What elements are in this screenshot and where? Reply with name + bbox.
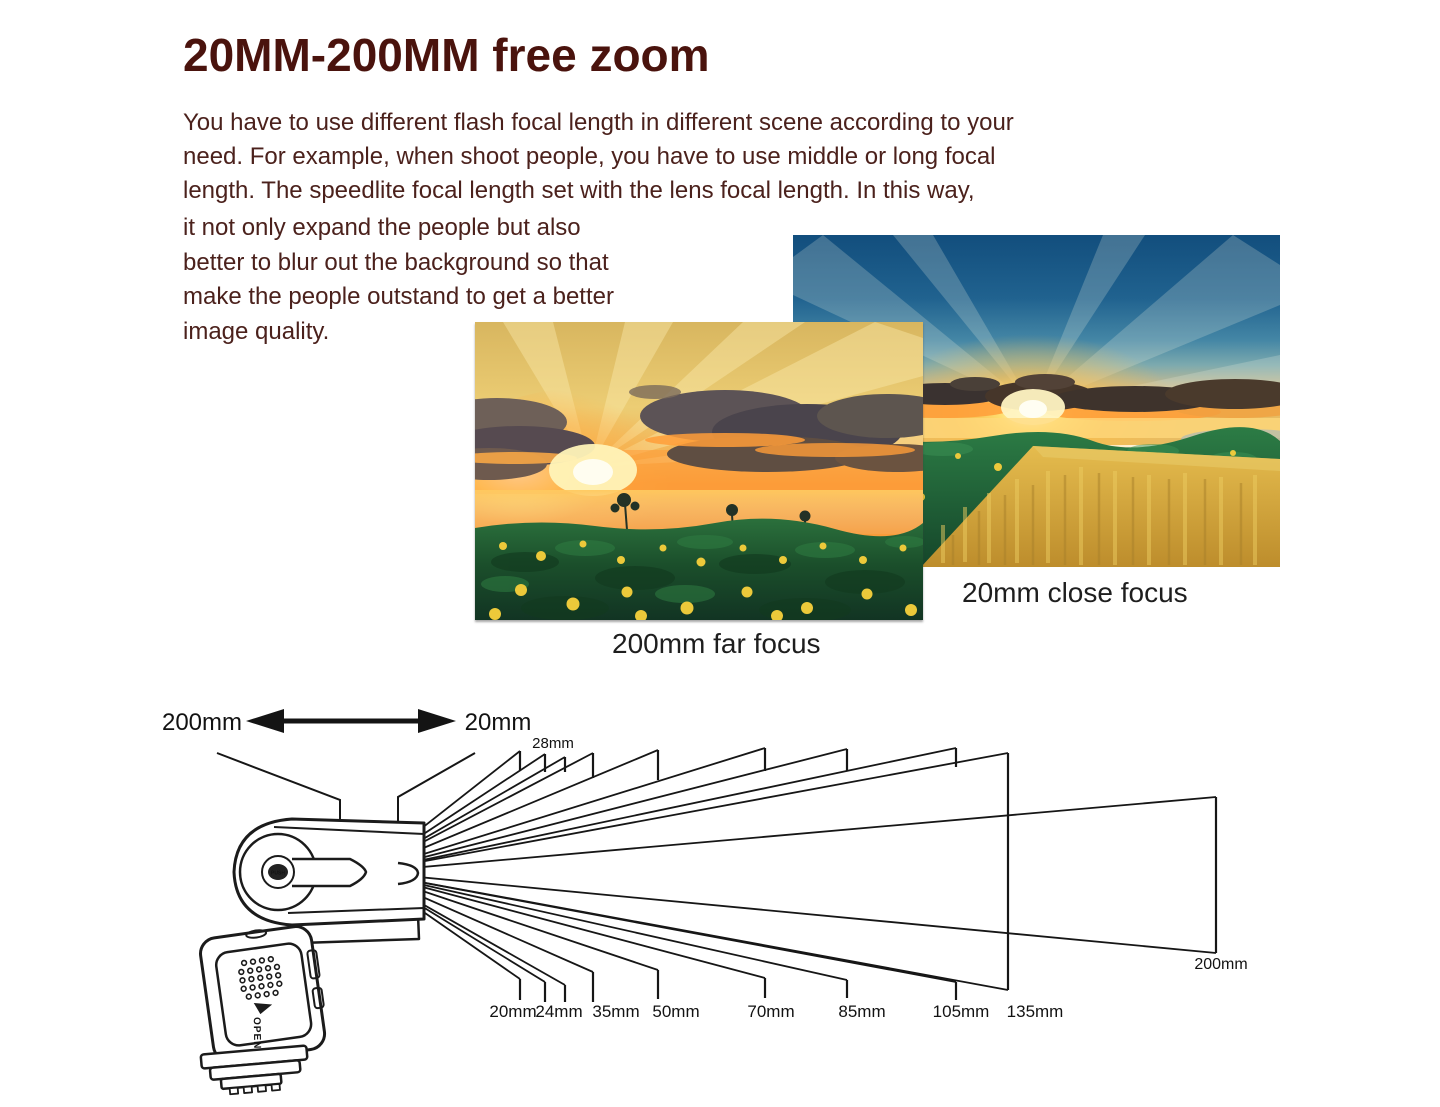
beam-cones [366, 748, 1216, 1002]
double-arrow [246, 709, 456, 733]
focal-length-label: 28mm [532, 735, 574, 752]
photo-200mm-far-focus [475, 322, 923, 620]
intro-line: You have to use different flash focal length in different scene according to your [183, 109, 1014, 136]
flash-push-label: PUSH [271, 870, 285, 877]
flash-foot [201, 1045, 310, 1096]
intro-line: need. For example, when shoot people, you have to use middle or long focal [183, 143, 996, 170]
cone-labels [489, 735, 1247, 1021]
flash-open-label: OPEN [250, 1016, 263, 1050]
beam-line [366, 872, 765, 978]
range-label-20mm: 20mm [464, 709, 532, 736]
focal-length-label: 200mm [1194, 956, 1248, 973]
intro-line: better to blur out the background so that [183, 248, 609, 276]
focal-length-label: 50mm [652, 1002, 700, 1021]
beam-line [366, 753, 1008, 872]
caption-200mm-far-focus: 200mm far focus [612, 628, 821, 659]
focal-length-label: 85mm [838, 1002, 886, 1021]
sunset-tele-photo-art [475, 322, 923, 620]
beam-line [366, 872, 847, 980]
focal-length-label: 35mm [592, 1002, 640, 1021]
speedlite-flash-drawing [198, 819, 424, 1097]
flash-head [234, 819, 424, 925]
beam-line [366, 749, 847, 872]
focal-length-label: 20mm [489, 1002, 537, 1021]
focal-length-label: 135mm [1006, 1002, 1064, 1021]
caption-20mm-close-focus: 20mm close focus [962, 577, 1188, 608]
range-label-200mm: 200mm [161, 709, 243, 736]
intro-line: it not only expand the people but also [183, 214, 581, 241]
intro-line: make the people outstand to get a better [183, 283, 614, 310]
focal-length-label: 105mm [932, 1002, 990, 1021]
beam-line [366, 872, 1216, 953]
beam-line [366, 748, 956, 872]
page-title: 20MM-200MM free zoom [183, 29, 710, 81]
focal-length-label: 70mm [747, 1002, 795, 1021]
flash-body [198, 923, 329, 1063]
beam-line [366, 797, 1216, 872]
intro-line: length. The speedlite focal length set with the lens focal length. In this way, [183, 177, 975, 204]
focal-length-label: 24mm [535, 1002, 583, 1021]
intro-line: image quality. [183, 317, 330, 345]
